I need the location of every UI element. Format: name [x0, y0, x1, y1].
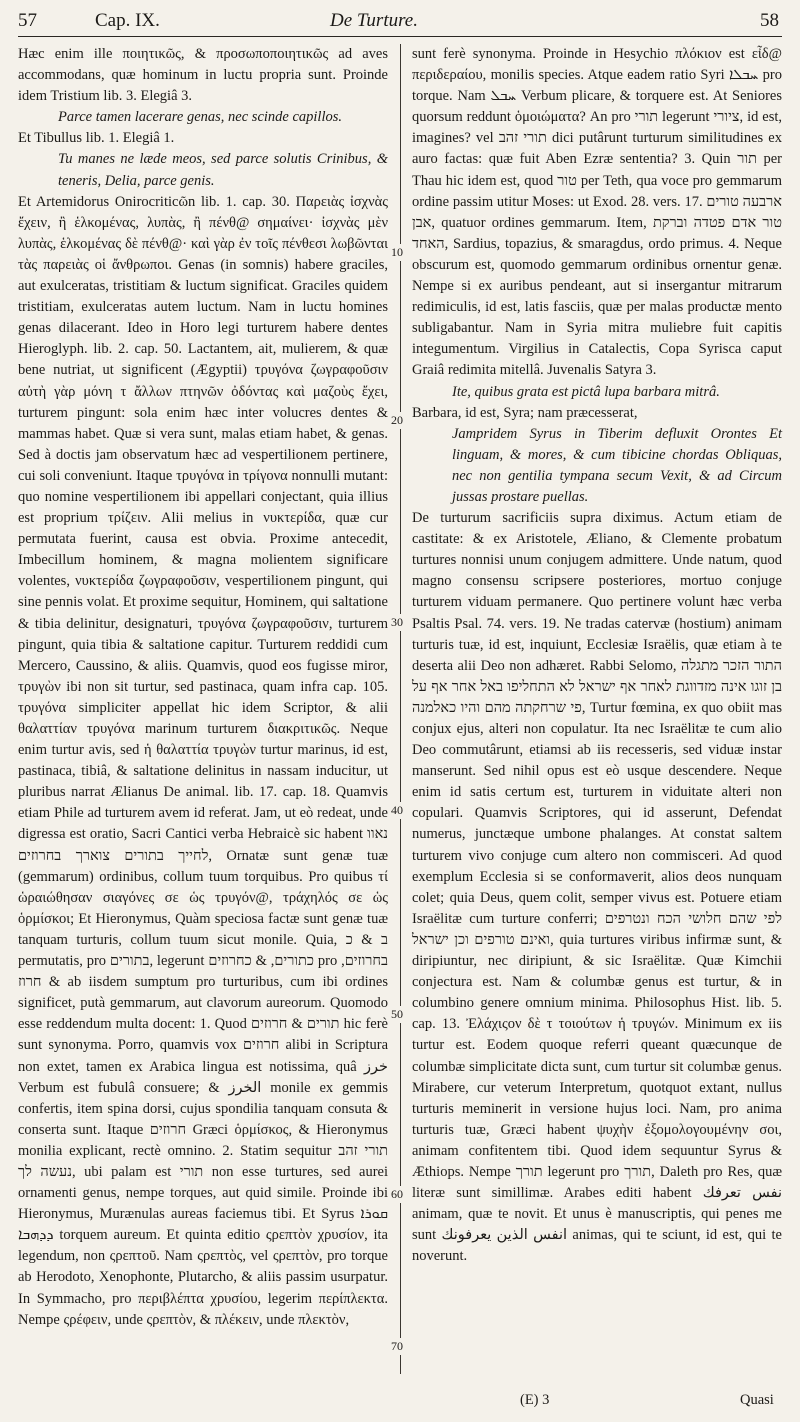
line-number: 30 — [391, 615, 403, 629]
verse-quote: Jampridem Syrus in Tiberim defluxit Orontes Et linguam, & mores, & cum tibicine chordas Obliquas, nec non gentilia tympana secum Vexit, & ad Circum jussas prostare puellas. — [452, 425, 782, 505]
line-number: 50 — [391, 1007, 403, 1021]
right-column — [412, 44, 782, 1267]
catchword: Quasi — [740, 1392, 774, 1408]
paragraph: Hæc enim ille ποιητικῶς, & προσωποποιητικῶς ad aves accommodans, quæ hominum in luctu propria sunt. Proinde idem Tristium lib. 3. Elegiâ 3. — [18, 46, 388, 105]
line-number: 10 — [391, 245, 403, 259]
running-header — [0, 0, 800, 34]
line-number: 70 — [391, 1339, 403, 1353]
paragraph: Barbara, id est, Syra; nam præcesserat, — [412, 404, 638, 421]
left-column — [18, 44, 388, 1331]
line-number: 40 — [391, 803, 403, 817]
paragraph: Et Artemidorus Onirocriticῶn lib. 1. cap. 30. Παρειὰς ἰσχνὰς ἔχειν, ἢ ἑλκομένας, λυπὰς, ἢ πένθ@ σημαίνει· ἰσχνὰς μὲν λυπὰς, ἑλκομένας δὲ πένθ@· καὶ γὰρ ἐν τοῖς πένθεσι λωβῶνται τὰς παρειὰς οἱ ἄνθρωποι. Genas (in somnis) habere graciles, aut exulceratas, tristitiam & luctum significat. Graciles quidem tristitiam, exulceratas autem luctum. Nam in luctu homines genas dilacerant. Ideo in Horo legi turturem habere dentes Hieroglyph. lib. 2. cap. 50. Lactantem, ait, mulierem, & quæ bene nutriat, ut significent (Ægyptii) τρυγόνα ζωγραφοῦσιν αὐτὴ γὰρ μόνη τ ἄλλων πτηνῶν ὀδόντας καὶ μαζοὺς ἔχει, turturem pingunt: sola enim hæc inter volucres dentes & mammas habet. Quæ si vera sunt, malas etiam habet, & genas. Sed à doctis jam observatum hæc ad vespertilionem pertinere, cui soli conveniunt. Itaque τρυγόνα in τρίγονα nonnulli mutant: quo nomine vespertilionem ibi appellari conjectant, quia illius est proprium τρίζειν. Alii melius in νυκτερίδα, quæ cur permutata fuerint, causa est obvia. Proxime antecedit, Imbecillum hominem, & magna molientem significare volentes, νυκτερίδα ζωγραφοῦσιν, vespertilionem pingunt, qui sine pennis volat. Et proxime sequitur, Hominem, qui saltatione & tibia delinitur, designaturi, τρυγόνα ζωγραφοῦσιν, turturem pingunt, quia tibia & saltatione capitur. Turturem reddidi cum Mercero, Caussino, & aliis. Quamvis, quod eos fugisse miror, τρυγὼν ibi non sit turtur, sed pastinaca, quam infra cap. 105. τρυγόνα simpliciter appellat hic idem Scriptor, & alii θαλαττίαν τρυγόνα marinum turturem διακριτικῶς. Neque enim turtur avis, sed ἡ θαλαττία τρυγὼν turtur marinus, id est, pastinaca, tibiâ, & saltatione delinitus in nassam inducitur, ut pluribus narrat Ælianus De animal. lib. 17. cap. 18. Quamvis etiam Phile ad turturem avem id referat. Jam, ut eò redeat, unde digressa est oratio, Sacri Cantici verba Hebraicè sic habent נאוו לחייך בתורים צוארך בחרוזים, Ornatæ sunt genæ tuæ (gemmarum) ordinibus, collum tuum torquibus. Pro quibus τί ὡραιώθησαν σιαγόνες σε ὡς τρυγόν@, τράχηλός σε ὡς ὁρμίσκοι; Et Hieronymus, Quàm speciosa factæ sunt genæ tuæ tanquam turturis, collum tuum sicut monile. Quia, ב & כ permutatis, pro בתורים, legerunt כתורים, & כחרוזים pro בחרוזים, & חרוז ab iisdem sumptum pro turturibus, cum ibi ordines significet, putà gemmarum, aut clavorum aureorum. Quomodo esse reddendum multa docent: 1. Quod תורים & חרוזים hic ferè sunt synonyma. Porro, quamvis vox חרוזים alibi in Scriptura non extet, tamen ex Arabica lingua est notissima, quâ خرز Verbum est fubulâ consuere; & الخرز monile ex gemmis confertis, item spina dorsi, cujus spondilia tanquam consuta & conserta sunt. Itaque חרוזים Græci ὁρμίσκος, & Hieronymus monilia explicant, rectè omnino. 2. Statim sequitur תורי זהב נעשה לך, ubi palam est תורי non esse turtures, sed aurei ornamenti genus, nempe torques, aut quid simile. Proinde ibi Hieronymus, Murænulas aureas faciemus tibi. Et Syrus ܩܘܪܐ ܕܕܗܒܐ torquem aureum. Et quinta editio ςρεπτὸν χρυσίον, ita legendum, non ςρεπτοῦ. Nam ςρεπτὸς, vel ςρεπτὸν, pro torque ab Herodoto, Xenophonte, Plutarcho, & aliis passim usurpatur. In Symmacho, pro περιβλέπτα χρυσίου, legerim περίπλεκτα. Nempe ςρέφειν, unde ςρεπτὸν, & πλέκειν, unde πλεκτὸν, — [18, 193, 389, 1328]
verse-quote: Ite, quibus grata est pictâ lupa barbara mitrâ. — [452, 383, 720, 400]
verse-quote: Tu manes ne læde meos, sed parce solutis Crinibus, & teneris, Delia, parce genis. — [58, 151, 388, 189]
paragraph: sunt ferè synonyma. Proinde in Hesychio πλόκιον est εἶδ@ περιδεραίου, monilis species. Atque eadem ratio Syri ܚܒܠܐ pro torque. Nam ܚܒܠ Verbum plicare, & torquere est. At Seniores quorsum reddunt ὁμοιώματα? An pro תורי legerunt ציורי, id est, imagines? vel תורי זהב dici putârunt turturum similitudines ex auro factas: quæ fuit Aben Ezræ sententia? 3. Quin תור per Thau hic idem est, quod טור per Teth, qua voce pro gemmarum ordine passim utitur Moses: ut Exod. 28. vers. 17. ארבעה טורים אבן, quatuor ordines gemmarum. Item, טור אדם פטדה וברקת האחד, Sardius, topazius, & smaragdus, ordo primus. 4. Neque obscurum est, quomodo gemmarum ordinibus ornentur genæ. Nempe si ex auribus pendeant, aut si insergantur mitrarum redimiculis, id est, latis fasciis, quæ per malas productæ mento subligabantur. Nam in Syria mitra muliebre fuit capitis integumentum. Virgilius in Catalectis, Copa Syrisca caput Graiâ redimita mitellâ. Juvenalis Satyra 3. — [412, 46, 783, 379]
header-rule — [18, 36, 782, 37]
paragraph: Et Tibullus lib. 1. Elegiâ 1. — [18, 130, 175, 147]
running-title: De Turture. — [330, 10, 418, 31]
page-number-left: 57 — [18, 10, 37, 31]
chapter-label: Cap. IX. — [95, 10, 160, 31]
paragraph: De turturum sacrificiis supra diximus. Actum etiam de castitate: & ex Aristotele, Æliano, & Clemente probatum turtures nonnisi unum conjugem admittere. Unde natum, quod magno consensu scripsere posteriores, mortuo conjuge turturem viduam permanere. Quo pertinere volunt hæc verba Psaltis Psal. 74. vers. 19. Ne tradas catervæ (hostium) animam turturis tuæ, id est, inquiunt, Ecclesiæ Israëlis, quæ etiam à te deserta alii Deo non adhæret. Rabbi Selomo, התור הזכר מתגלה בן זוגו אינה מזדווגת לאחר אף ישראל לא התחליפו באל אחר אף על פי שרחקתה מהם והיו כאלמנה, Turtur fœmina, ex quo obiit mas conjux ejus, alteri non copulatur. Ita nec Israëlitæ te cum alio Deo commutârunt, etiamsi ab iis recesseris, sed viduæ instar manserunt. Sed nihil opus est eò usque descendere. Neque enim id satis certum est, turturem in viduitate alteri non copulari. Quamvis Scriptores, qui id asserunt, Defendat numerus, junctæque umbone phalanges. At constat saltem turturem vivo conjuge cum altero non commisceri. Ad quod exemplum Ecclesia si se conformaverit, alios deos nunquam colet; quia Deus, quem colit, semper vivus est. Potuere etiam Israëlitæ cum turture conferri; לפי שהם חלושי הכח ונטרפים ואינם טורפים וכן ישראל, quia turtures viribus infirmæ sunt, & diripiuntur, nec diripiunt, & sic Israëlitæ. Quæ Kimchii conjectura est. Nam & columbæ genus est turtur, & in columbino genere omnium minima. Philosophus Hist. lib. 5. cap. 13. Ἐλάχιςον δὲ τ τοιούτων ἡ τρυγών. Minimum ex iis turtur est. Eodem quoque referri queant quæcunque de columbæ simplicitate dicta sunt, cum turtur sit columbæ genus. Mirabere, cur veterum Interpretum, quotquot extant, nullus turturis meminerit in versione hujus loci. Nam, pro anima turturis tuæ, Græci habent ψυχὴν ἐξομολογουμένην σοι, animam confitentem tibi. Quod idem sequuntur Syrus & Æthiops. Nempe תורך legerunt pro תורך, Daleth pro Res, quæ literæ sunt simillimæ. Arabes editi habent نفس تعرفك animam, quæ te novit. Et unus è manuscriptis, qui penes me sunt انفس الذين يعرفونك animas, qui te sciunt, id est, qui te noverunt. — [412, 510, 783, 1265]
signature-mark: (E) 3 — [520, 1392, 550, 1408]
page-number-right: 58 — [760, 10, 779, 31]
verse-quote: Parce tamen lacerare genas, nec scinde capillos. — [58, 109, 343, 126]
line-number: 20 — [391, 413, 403, 427]
line-number: 60 — [391, 1187, 403, 1201]
